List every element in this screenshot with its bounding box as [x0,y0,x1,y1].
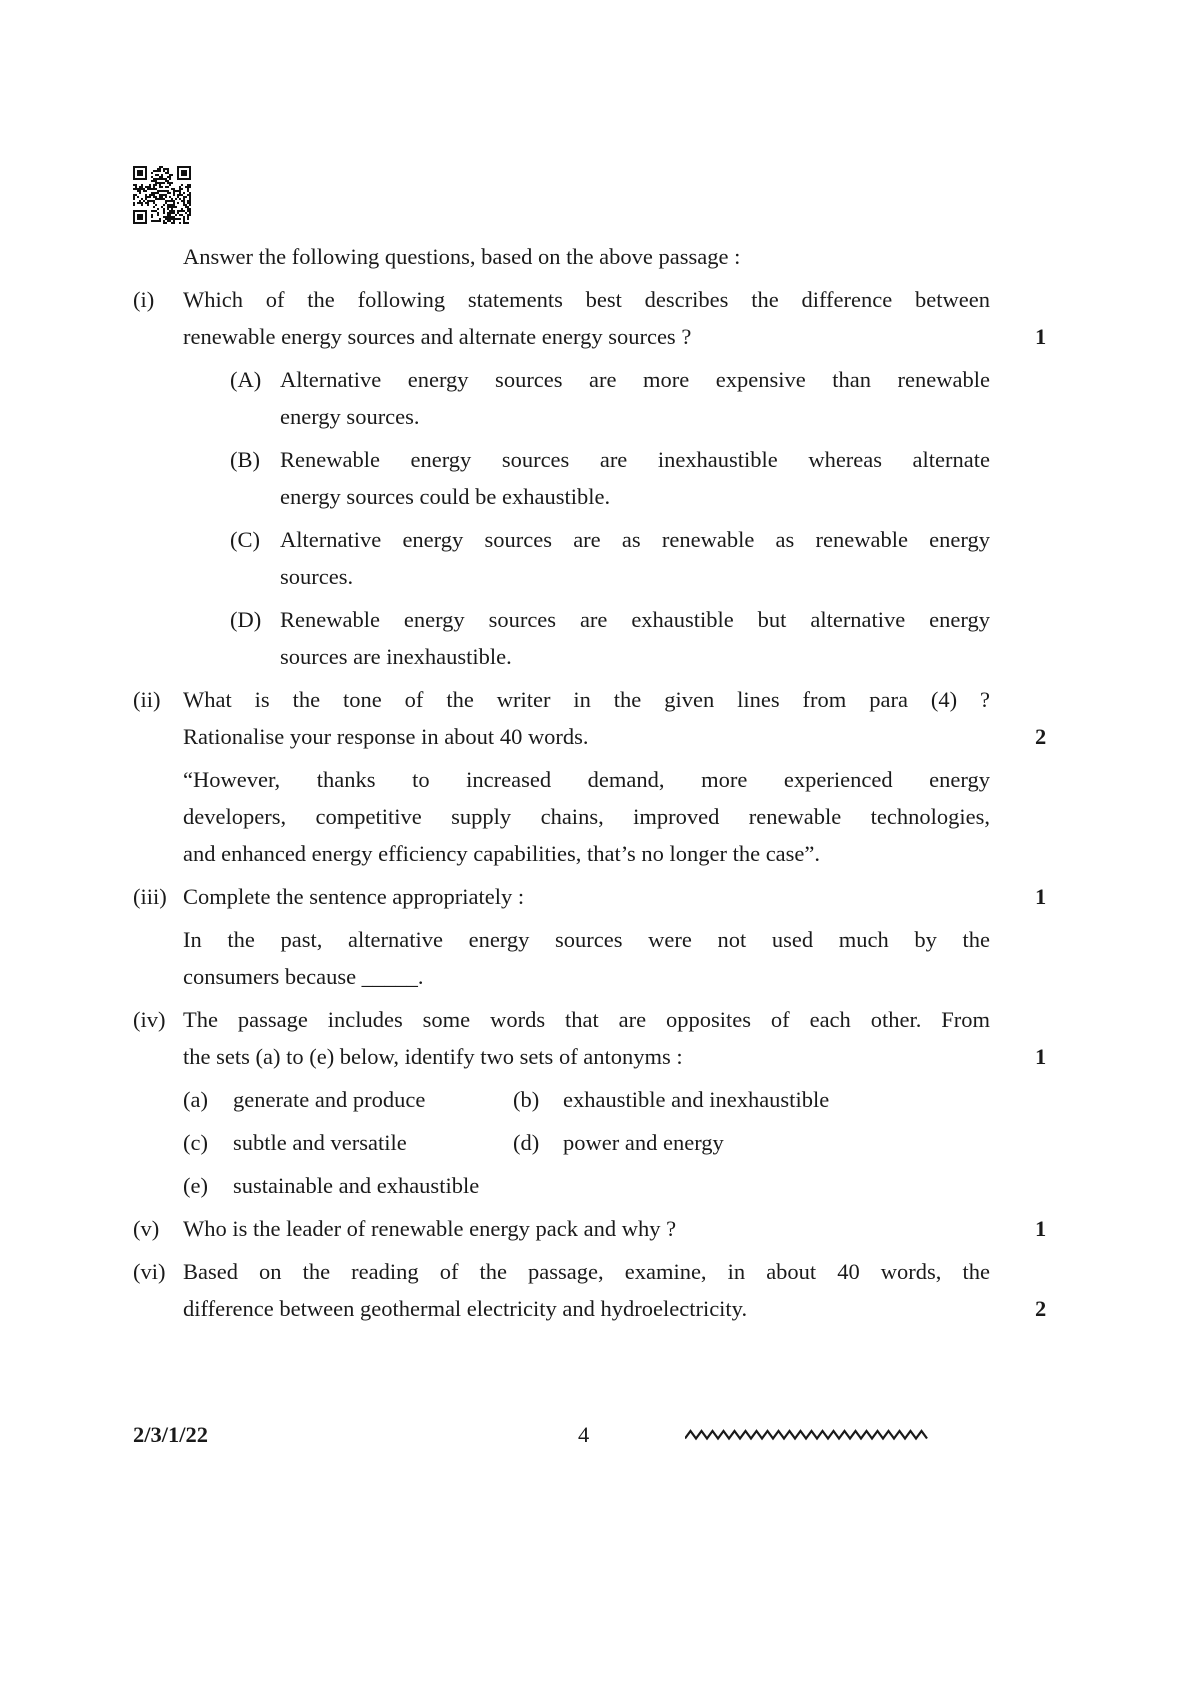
sub-option-text: exhaustible and inexhaustible [563,1087,830,1112]
text-line: Who is the leader of renewable energy pack and why ? 1 [183,1210,990,1247]
text-line: Alternative energy sources are more expensive than renewable [280,367,990,392]
option-letter: (D) [230,607,262,632]
text-line: difference between geothermal electricity and hydroelectricity. 2 [183,1290,990,1327]
text-line: energy sources. [280,404,420,429]
sub-option [183,1124,513,1161]
question [133,281,1047,675]
sub-option-row [183,1124,990,1161]
sub-option [513,1124,724,1161]
option-letter: (A) [230,367,262,392]
paragraph [183,761,990,872]
question [133,681,1047,872]
qr-code [133,166,191,224]
sub-option-letter: (a) [183,1087,208,1112]
paragraph [183,1253,1047,1327]
question-number: (i) [133,287,155,312]
answer-option [183,601,990,675]
paragraph [183,1210,1047,1247]
question-number: (iv) [133,1007,166,1032]
text-line: developers, competitive supply chains, improved renewable technologies, [183,804,990,829]
option-letter: (B) [230,447,260,472]
paper-code: 2/3/1/22 [133,1422,209,1447]
question [133,1001,1047,1204]
marks-value: 1 [1035,1216,1047,1241]
question [133,1210,1047,1247]
marks-value: 1 [1035,324,1047,349]
sub-option-letter: (b) [513,1087,540,1112]
marks-value: 2 [1035,724,1047,749]
sub-option [183,1167,513,1204]
question-number: (v) [133,1216,160,1241]
paragraph [183,1001,1047,1075]
intro-line: Answer the following questions, based on the above passage : [183,244,741,269]
sub-option-text: generate and produce [233,1087,426,1112]
sub-option-letter: (d) [513,1130,540,1155]
text-line: Alternative energy sources are as renewable as renewable energy [280,527,990,552]
text-line: Based on the reading of the passage, examine, in about 40 words, the [183,1259,990,1284]
sub-option-text: sustainable and exhaustible [233,1173,480,1198]
question-body [183,281,1047,675]
sub-option-letter: (c) [183,1130,208,1155]
answer-option [183,521,990,595]
text-line: renewable energy sources and alternate energy sources ? 1 [183,318,990,355]
text-line: Renewable energy sources are inexhaustible whereas alternate [280,447,990,472]
paragraph [183,281,1047,355]
content-area [133,238,1047,1327]
page-number: 4 [578,1422,590,1447]
text-line: Complete the sentence appropriately : 1 [183,878,990,915]
question-body [183,878,1047,995]
paragraph [183,921,990,995]
squiggle-line [685,1428,929,1442]
question-body [183,1001,1047,1204]
sub-option-row [183,1081,990,1118]
text-line: consumers because _____. [183,964,424,989]
question-number: (iii) [133,884,167,909]
sub-option-text: power and energy [563,1130,724,1155]
text-line: sources. [280,564,354,589]
text-line: sources are inexhaustible. [280,644,512,669]
text-line: the sets (a) to (e) below, identify two sets of antonyms : 1 [183,1038,990,1075]
marks-value: 1 [1035,884,1047,909]
answer-option [183,361,990,435]
sub-option [183,1081,513,1118]
question-body [183,681,1047,872]
sub-option-text: subtle and versatile [233,1130,407,1155]
footer [133,1416,990,1456]
marks-value: 1 [1035,1044,1047,1069]
text-line: In the past, alternative energy sources were not used much by the [183,927,990,952]
sub-option-letter: (e) [183,1173,208,1198]
paragraph [183,681,1047,755]
text-line: “However, thanks to increased demand, more experienced energy [183,767,990,792]
answer-option [183,441,990,515]
question-number: (ii) [133,687,161,712]
text-line: energy sources could be exhaustible. [280,484,611,509]
sub-option-row [183,1167,990,1204]
text-line: The passage includes some words that are opposites of each other. From [183,1007,990,1032]
marks-value: 2 [1035,1296,1047,1321]
question-body [183,1210,1047,1247]
text-line: Which of the following statements best describes the difference between [183,287,990,312]
questions [133,281,1047,1327]
text-line: Renewable energy sources are exhaustible but alternative energy [280,607,990,632]
text-line: and enhanced energy efficiency capabilities, that’s no longer the case”. [183,841,821,866]
question [133,878,1047,995]
question [133,1253,1047,1327]
option-letter: (C) [230,527,260,552]
question-number: (vi) [133,1259,166,1284]
paragraph [183,878,1047,915]
text-line: What is the tone of the writer in the given lines from para (4) ? [183,687,990,712]
text-line: Rationalise your response in about 40 words. 2 [183,718,990,755]
sub-option [513,1081,829,1118]
question-body [183,1253,1047,1327]
